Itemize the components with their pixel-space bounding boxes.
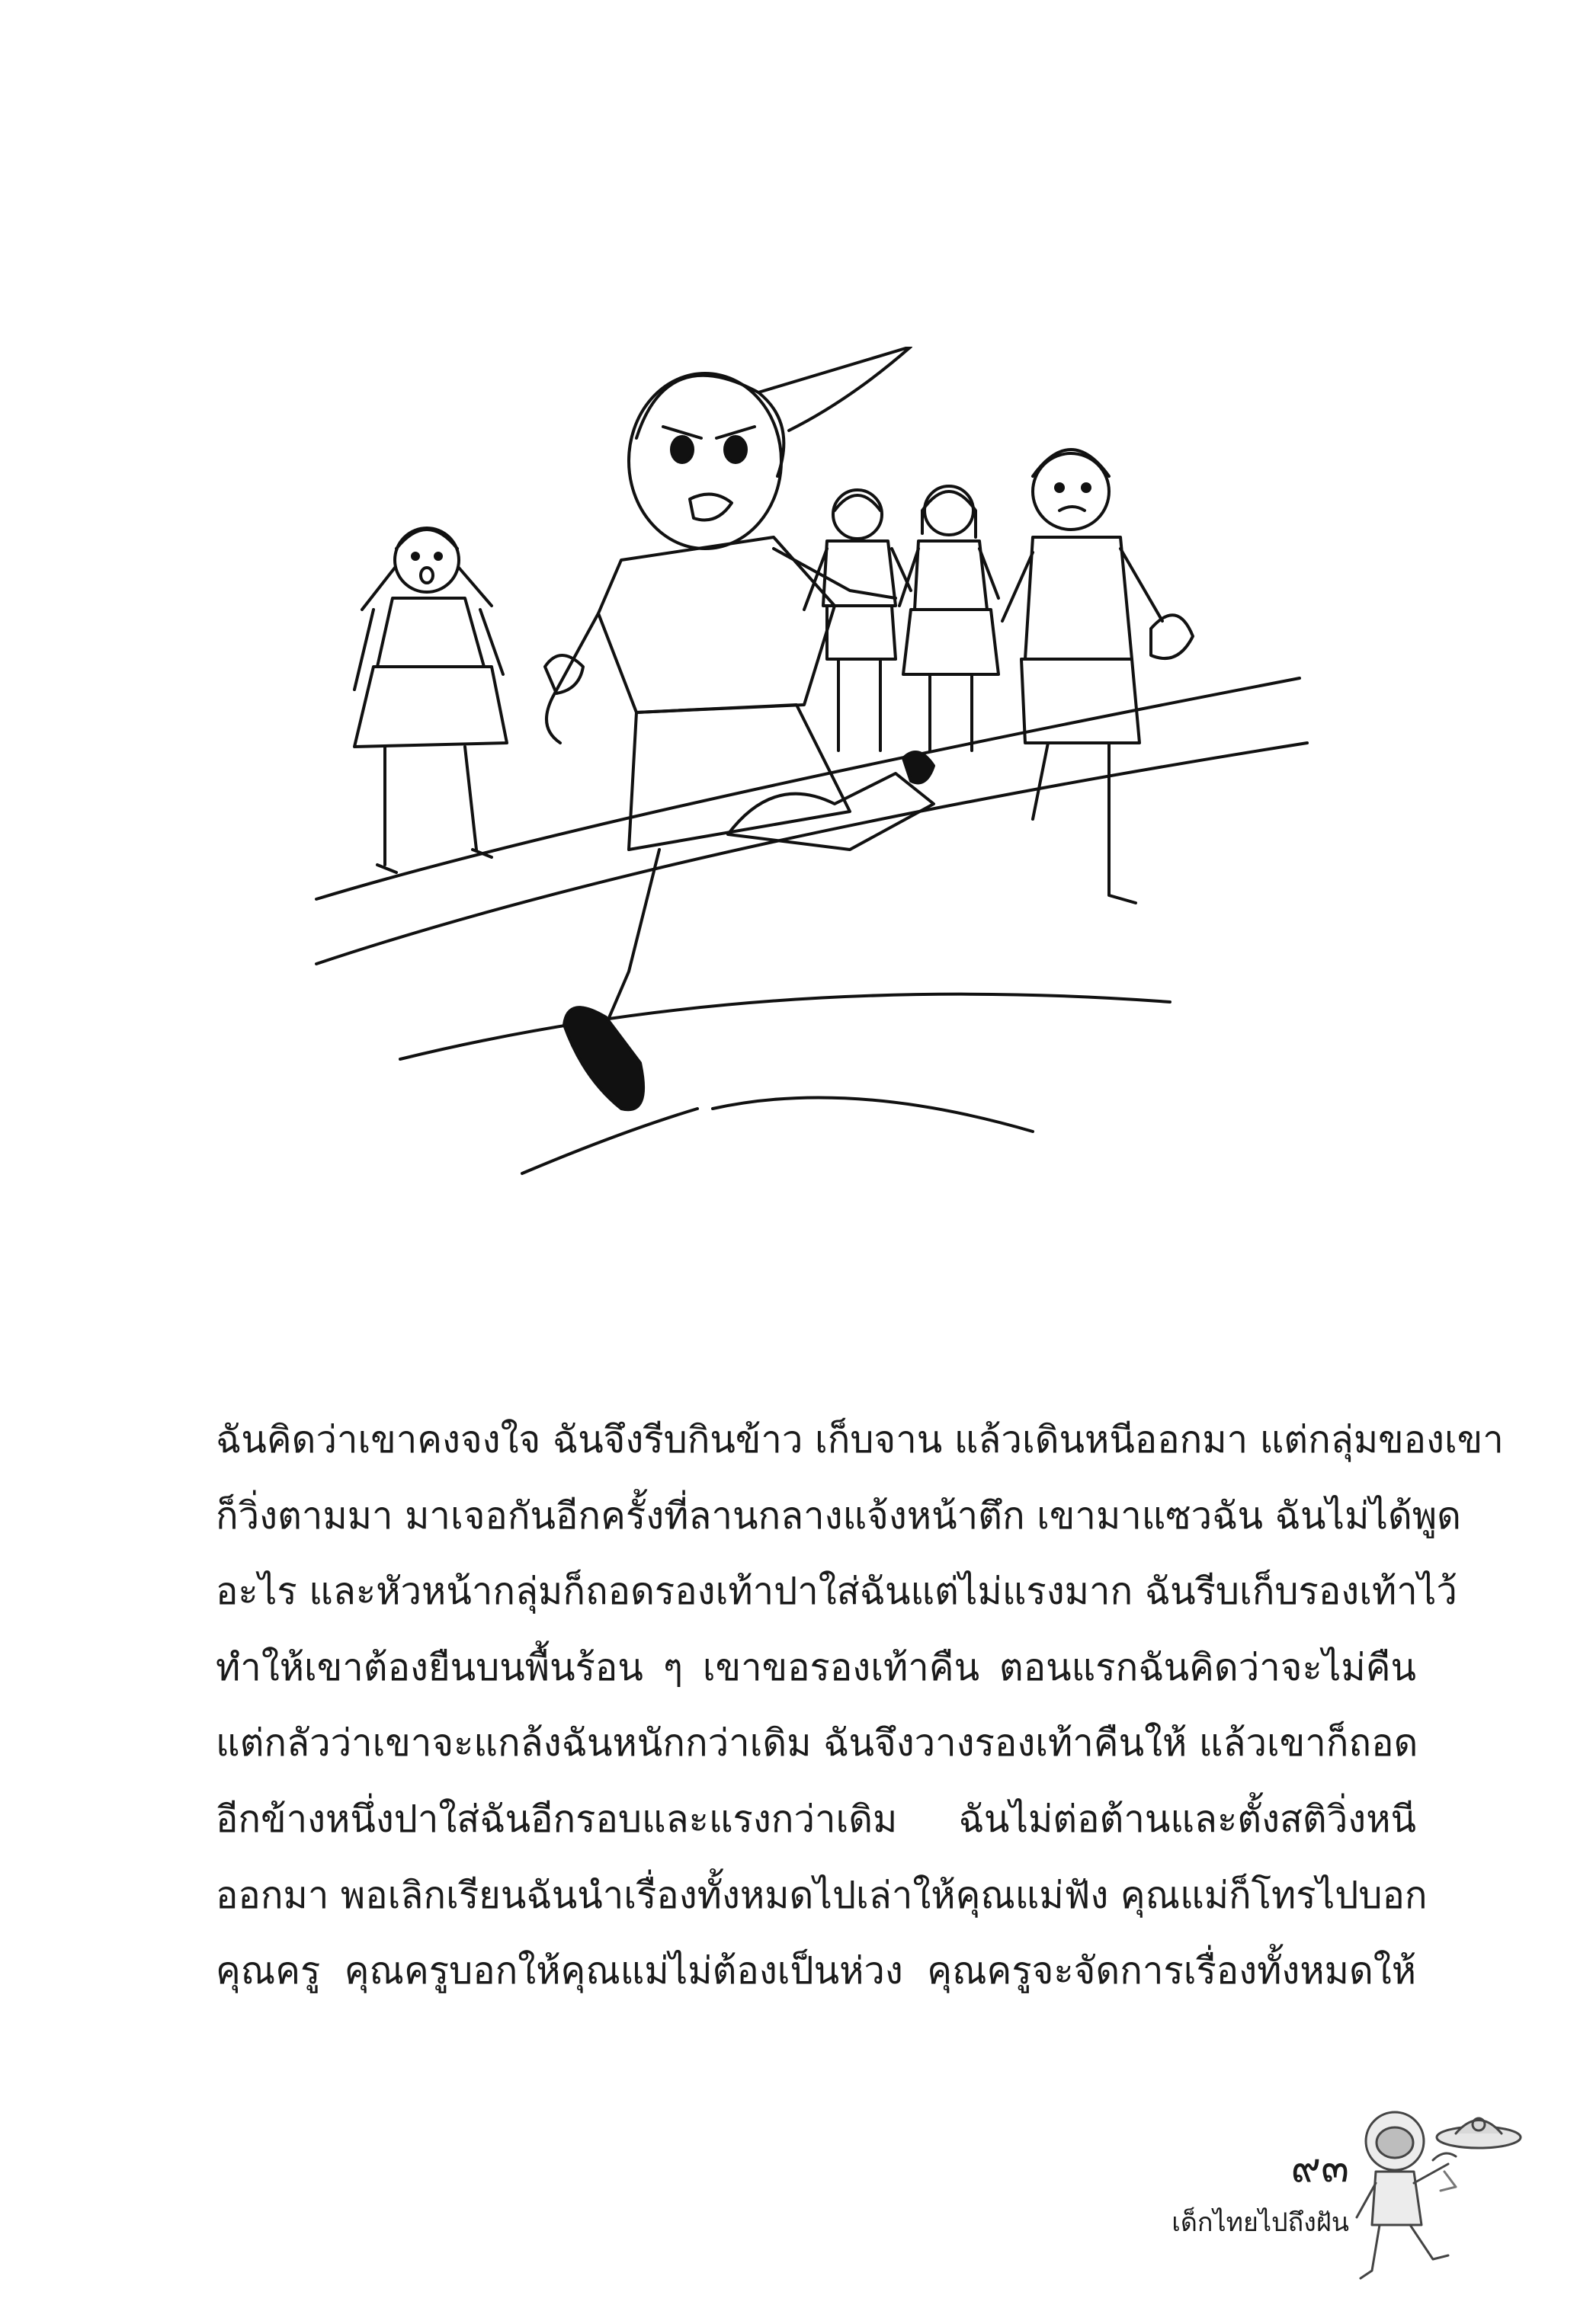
body-text-line: คุณครู คุณครูบอกให้คุณแม่ไม่ต้องเป็นห่วง คุณครูจะจัดการเรื่องทั้งหมดให้ bbox=[216, 1949, 1416, 1993]
body-text-line: ฉันคิดว่าเขาคงจงใจ ฉันจึงรีบกินข้าว เก็บจาน แล้วเดินหนีออกมา แต่กลุ่มของเขา bbox=[216, 1418, 1504, 1461]
body-text-line: อะไร และหัวหน้ากลุ่มก็ถอดรองเท้าปาใส่ฉันแต่ไม่แรงมาก ฉันรีบเก็บรองเท้าไว้ bbox=[216, 1570, 1457, 1614]
body-text-line: อีกข้างหนึ่งปาใส่ฉันอีกรอบและแรงกว่าเดิม ฉันไม่ต่อต้านและตั้งสติวิ่งหนี bbox=[216, 1797, 1416, 1841]
girl-middle-figure bbox=[899, 486, 998, 751]
body-text-line: ทำให้เขาต้องยืนบนพื้นร้อน ๆ เขาขอรองเท้าคืน ตอนแรกฉันคิดว่าจะไม่คืน bbox=[216, 1645, 1416, 1689]
boy-middle-figure bbox=[804, 490, 911, 751]
body-text-paragraph bbox=[216, 1402, 1504, 2009]
book-title: เด็กไทยไปถึงฝัน bbox=[1172, 2207, 1349, 2238]
astronaut-ufo-mascot-icon bbox=[1341, 2095, 1524, 2294]
boy-right-figure bbox=[1002, 450, 1193, 903]
girl-left-figure bbox=[354, 528, 507, 872]
body-text-line: ออกมา พอเลิกเรียนฉันนำเรื่องทั้งหมดไปเล่าให้คุณแม่ฟัง คุณแม่ก็โทรไปบอก bbox=[216, 1873, 1428, 1917]
children-running-illustration bbox=[301, 347, 1368, 1177]
page-number: ๙๓ bbox=[1290, 2143, 1349, 2191]
body-text-line: ก็วิ่งตามมา มาเจอกันอีกครั้งที่ลานกลางแจ้งหน้าตึก เขามาแซวฉัน ฉันไม่ได้พูด bbox=[216, 1493, 1461, 1538]
body-text-line: แต่กลัวว่าเขาจะแกล้งฉันหนักกว่าเดิม ฉันจึงวางรองเท้าคืนให้ แล้วเขาก็ถอด bbox=[216, 1721, 1418, 1765]
